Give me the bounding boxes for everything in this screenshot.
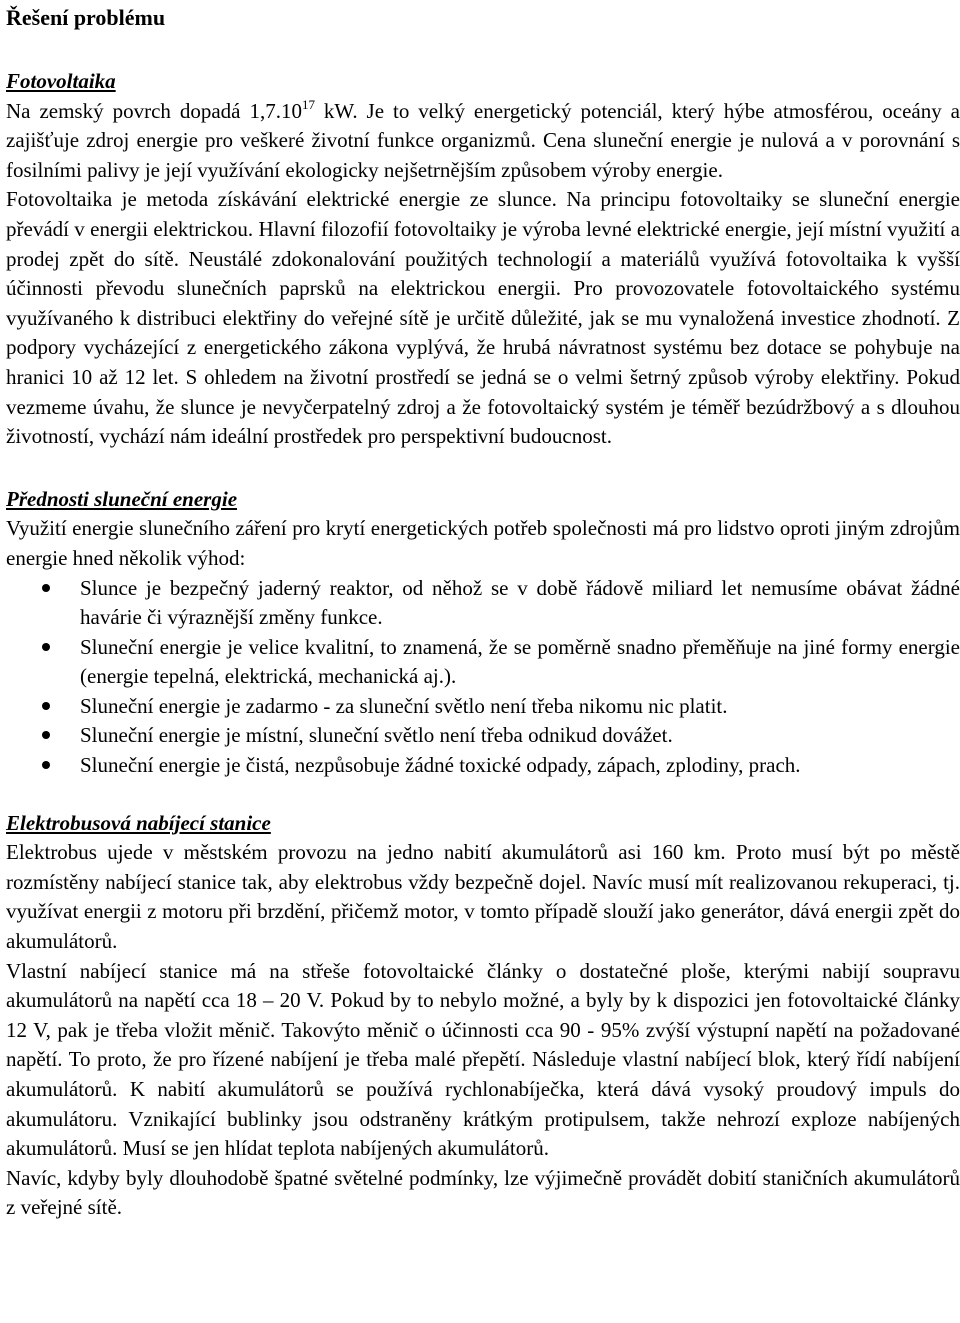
list-item-text: Sluneční energie je čistá, nezpůsobuje žádné toxické odpady, zápach, zplodiny, prach. — [80, 753, 801, 778]
bullet-icon — [42, 761, 50, 769]
bullet-icon — [42, 584, 50, 592]
bullet-icon — [42, 643, 50, 651]
bullet-icon — [42, 702, 50, 710]
section-elektrobus — [6, 809, 960, 1223]
list-item — [6, 721, 960, 751]
list-item-text: Sluneční energie je zadarmo - za sluneční světlo není třeba nikomu nic platit. — [80, 693, 728, 718]
advantages-list — [6, 574, 960, 781]
section-prednosti — [6, 485, 960, 781]
bullet-icon — [42, 731, 50, 739]
list-item — [6, 751, 960, 781]
document-page — [0, 4, 960, 1223]
paragraph-elektrobus-3: Navíc, kdyby byly dlouhodobě špatné světelné podmínky, lze výjimečně provádět dobití staničních akumulátorů z veřejné sítě. — [6, 1165, 960, 1220]
list-item-text: Slunce je bezpečný jaderný reaktor, od něhož se v době řádově miliard let nemusíme obávat žádné havárie či výraznější změny funkce. — [80, 575, 960, 630]
list-item — [6, 633, 960, 692]
paragraph-elektrobus-2: Vlastní nabíjecí stanice má na střeše fotovoltaické články o dostatečné ploše, kterými nabijí soupravu akumulátorů na napětí cca 18 – 20 V. Pokud by to nebylo možné, a byly by k dispozici jen fotovoltaické články 12 V, pak je třeba vložit měnič. Takovýto měnič o účinnosti cca 90 - 95% zvýší výstupní napětí na požadované napětí. To proto, že pro řízené nabíjení je třeba malé přepětí. Následuje vlastní nabíjecí blok, který řídí nabíjení akumulátorů. K nabití akumulátorů se používá rychlonabíječka, která dává vysoký proudový impuls do akumulátoru. Vznikající bublinky jsou odstraněny krátkým protipulsem, takže nehrozí exploze nabíjených akumulátorů. Musí se jen hlídat teplota nabíjených akumulátorů. — [6, 958, 960, 1161]
section-heading-elektrobus: Elektrobusová nabíjecí stanice — [6, 810, 271, 835]
section-heading-prednosti: Přednosti sluneční energie — [6, 486, 238, 511]
list-item — [6, 692, 960, 722]
paragraph-elektrobus-1: Elektrobus ujede v městském provozu na jedno nabití akumulátorů asi 160 km. Proto musí být po městě rozmístěny nabíjecí stanice tak, aby elektrobus vždy bezpečně dojel. Navíc musí mít realizovanou rekuperaci, tj. využívat energii z motoru při brzdění, přičemž motor, v tomto případě slouží jako generátor, dává energii zpět do akumulátorů. — [6, 840, 960, 954]
page-title: Řešení problému — [6, 5, 166, 30]
paragraph-fotovoltaika-2: Fotovoltaika je metoda získávání elektrické energie ze slunce. Na principu fotovoltaiky se sluneční energie převádí v energii elektrickou. Hlavní filozofií fotovoltaiky je výroba levné elektrické energie, její místní využití a prodej zpět do sítě. Neustálé zdokonalování použitých technologií a materiálů využívá fotovoltaika k vyšší účinnosti převodu slunečních paprsků na elektrickou energii. Pro provozovatele fotovoltaického systému využívaného k distribuci elektřiny do veřejné sítě je určitě důležité, jak se mu vynaložená investice zhodnotí. Z podpory vycházející z energetického zákona vyplývá, že hrubá návratnost systému bez dotace se pohybuje na hranici 10 až 12 let. S ohledem na životní prostředí se jedná se o velmi šetrný způsob výroby elektřiny. Pokud vezmeme úvahu, že slunce je nevyčerpatelný zdroj a že fotovoltaický systém je téměř bezúdržbový a s dlouhou životností, vychází nám ideální prostředek pro perspektivní budoucnost. — [6, 187, 960, 449]
list-item-text: Sluneční energie je místní, sluneční světlo není třeba odnikud dovážet. — [80, 723, 673, 748]
list-item — [6, 574, 960, 633]
paragraph-text: Na zemský povrch dopadá 1,7.10 — [6, 98, 302, 123]
section-fotovoltaika — [6, 67, 960, 452]
section-heading-fotovoltaika: Fotovoltaika — [6, 69, 116, 93]
list-item-text: Sluneční energie je velice kvalitní, to znamená, že se poměrně snadno přeměňuje na jiné formy energie (energie tepelná, elektrická, mechanická aj.). — [80, 634, 960, 689]
paragraph-text: kW. Je to velký energetický potenciál, který hýbe atmosférou, oceány a zajišťuje zdroj energie pro veškeré životní funkce organizmů. Cena sluneční energie je nulová a v porovnání s fosilními palivy je její využívání ekologicky nejšetrnějším způsobem výroby energie. — [6, 98, 960, 182]
superscript-exponent: 17 — [301, 96, 315, 112]
paragraph-prednosti-intro: Využití energie slunečního záření pro krytí energetických potřeb společnosti má pro lidstvo oproti jiným zdrojům energie hned několik výhod: — [6, 516, 960, 570]
paragraph-fotovoltaika-1 — [6, 97, 960, 186]
